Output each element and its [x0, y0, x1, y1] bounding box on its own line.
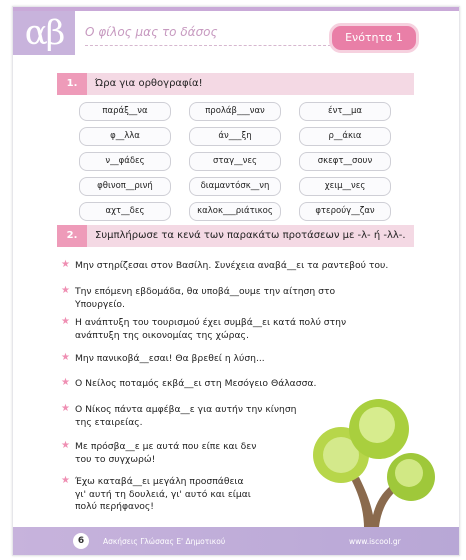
word-box[interactable]: παράξ__να [79, 102, 171, 121]
alpha-logo: αβ [13, 11, 75, 55]
title-underline [85, 45, 331, 46]
sentence-line: Η ανάπτυξη του τουρισμού έχει συμβά__ει κατά πολύ στην [75, 317, 347, 328]
word-box[interactable]: σταγ__νες [189, 152, 281, 171]
word-box[interactable]: φτερούγ__ζαν [299, 202, 391, 221]
tree-foliage-right-highlight [395, 459, 423, 487]
sentence-line: γι' αυτή τη δουλειά, γι' αυτό και είμαι [75, 488, 251, 500]
footer-website[interactable]: www.iscool.gr [349, 537, 401, 546]
word-box[interactable]: φ__λλα [79, 127, 171, 146]
page-title: Ο φίλος μας το δάσος [85, 25, 218, 39]
bullet-star-icon: ★ [61, 352, 70, 363]
word-box[interactable]: φθινοπ__ρινή [79, 177, 171, 196]
unit-badge: Ενότητα 1 [329, 23, 419, 53]
header-stripe [13, 7, 459, 11]
sentence-line: της εταιρείας. [75, 416, 143, 428]
word-box[interactable]: ρ__άκια [299, 127, 391, 146]
sentence-line: πολύ περήφανος! [75, 501, 154, 512]
word-box[interactable]: άν___ξη [189, 127, 281, 146]
tree-foliage-top-highlight [359, 407, 395, 443]
word-box[interactable]: προλάβ___ναν [189, 102, 281, 121]
sentence-line: Έχω καταβά__ει μεγάλη προσπάθεια [75, 476, 244, 487]
word-box[interactable]: έντ__μα [299, 102, 391, 121]
sentence-line: Ο Νίκος πάντα αμφέβα__ε για αυτήν την κίνηση [75, 404, 297, 415]
section-1-instruction: Ώρα για ορθογραφία! [95, 78, 203, 89]
word-box[interactable]: διαμαντόσκ__νη [189, 177, 281, 196]
footer-book-title: Ασκήσεις Γλώσσας Ε' Δημοτικού [103, 537, 226, 546]
sentence-line: Μην πανικοβά__εσαι! Θα βρεθεί η λύση... [75, 353, 265, 364]
sentence-line: Με πρόσβα__ε με αυτά που είπε και δεν [75, 441, 257, 452]
bullet-star-icon: ★ [61, 259, 70, 270]
sentence-line: ανάπτυξη της οικονομίας της χώρας. [75, 329, 249, 341]
section-1-number: 1. [57, 73, 87, 95]
word-box[interactable]: ν__φάδες [79, 152, 171, 171]
sentence-line: Μην στηρίζεσαι στον Βασίλη. Συνέχεια αναβά__ει τα ραντεβού του. [75, 260, 389, 271]
sentence-line: του το συγχωρώ! [75, 453, 156, 465]
bullet-star-icon: ★ [61, 285, 70, 296]
word-box[interactable]: χειμ__νες [299, 177, 391, 196]
workbook-page [12, 6, 460, 556]
bullet-star-icon: ★ [61, 377, 70, 388]
section-2-number: 2. [57, 225, 87, 247]
sentence-line: Ο Νείλος ποταμός εκβά__ει στη Μεσόγειο Θάλασσα. [75, 378, 317, 389]
word-box[interactable]: σκεφτ__σουν [299, 152, 391, 171]
section-2-instruction: Συμπλήρωσε τα κενά των παρακάτω προτάσεων με -λ- ή -λλ-. [95, 230, 406, 241]
word-box[interactable]: αχτ__δες [79, 202, 171, 221]
sentence-line: Υπουργείο. [75, 298, 125, 310]
sentence-line: Την επόμενη εβδομάδα, θα υποβά__ουμε την αίτηση στο [75, 286, 336, 297]
word-box[interactable]: καλοκ___ριάτικος [189, 202, 281, 221]
bullet-star-icon: ★ [61, 403, 70, 414]
page-number: 6 [73, 533, 89, 549]
bullet-star-icon: ★ [61, 440, 70, 451]
bullet-star-icon: ★ [61, 475, 70, 486]
bullet-star-icon: ★ [61, 316, 70, 327]
